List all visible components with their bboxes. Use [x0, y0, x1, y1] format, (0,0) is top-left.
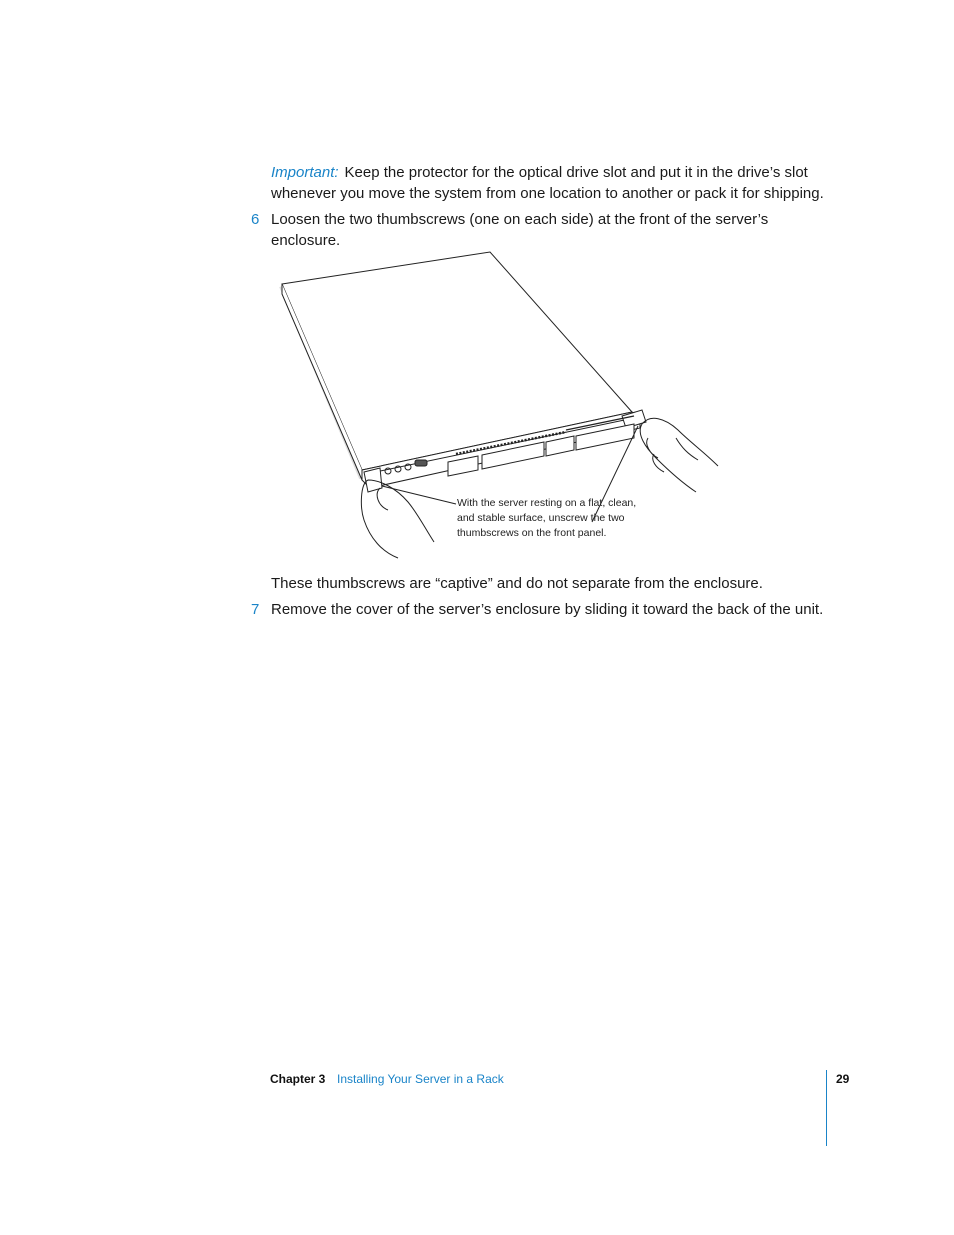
important-label: Important:: [271, 164, 339, 181]
right-hand: [640, 418, 718, 492]
step-6-text: Loosen the two thumbscrews (one on each side) at the front of the server’s enclosure.: [271, 211, 769, 249]
step-number-6: 6: [251, 211, 260, 228]
captive-note: These thumbscrews are “captive” and do not separate from the enclosure.: [271, 575, 763, 592]
footer-chapter: Chapter 3: [270, 1072, 326, 1086]
figure-callout: [457, 496, 657, 541]
callout-line-3: thumbscrews on the front panel.: [457, 527, 607, 539]
callout-line-2: and stable surface, unscrew the two: [457, 512, 625, 524]
important-note: [271, 162, 831, 204]
footer-chapter-title: Installing Your Server in a Rack: [337, 1072, 504, 1086]
callout-line-1: With the server resting on a flat, clean,: [457, 497, 637, 509]
footer-divider: [826, 1070, 827, 1146]
left-hand: [361, 480, 434, 558]
step-7-text: Remove the cover of the server’s enclosure by sliding it toward the back of the unit.: [271, 601, 824, 618]
page-number: 29: [836, 1072, 850, 1086]
step-number-7: 7: [251, 601, 260, 618]
important-text: Keep the protector for the optical drive slot and put it in the drive’s slot whenever you move the system from one location to another or pack it for shipping.: [271, 164, 824, 202]
